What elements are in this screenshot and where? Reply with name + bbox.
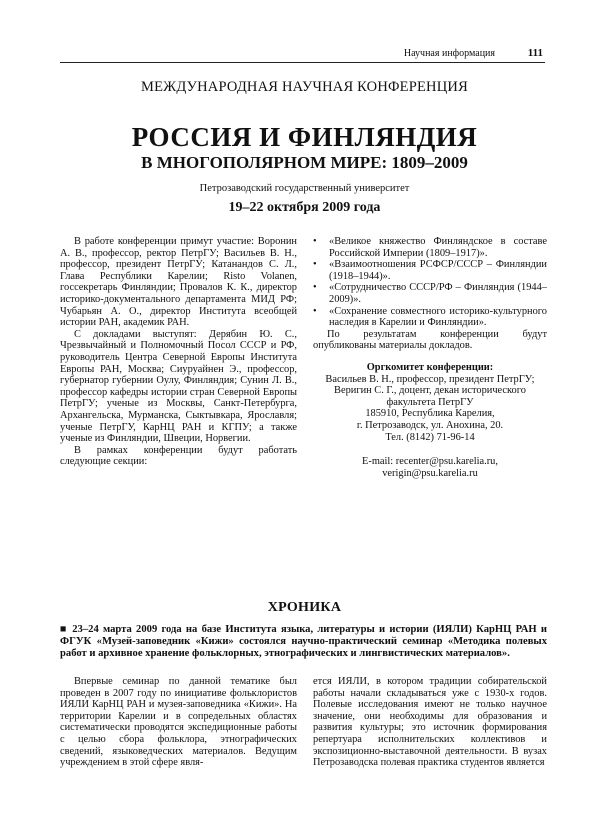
- chronicle-left-text: Впервые семинар по данной тематике был проведен в 2007 году по инициативе фольклористов ИЯЛИ КарНЦ РАН и музея-заповедника «Кижи». На территории Карелии и в сопредельных областях систематически проводятся экспедиционные работы с целью сбора фольклора, этнографических сведений, языковедческих материалов. Ведущим учреждением в этой сфере явля-: [60, 676, 297, 769]
- email-line: E-mail: recenter@psu.karelia.ru,: [362, 456, 498, 468]
- bullet-icon: •: [313, 259, 317, 271]
- page-number: 111: [527, 47, 543, 59]
- organizing-committee: [313, 362, 547, 443]
- university-name: Петрозаводский государственный университет: [199, 183, 410, 194]
- org-heading: Оргкомитет конференции:: [366, 361, 494, 373]
- sections-intro-paragraph: В рамках конференции будут работать следующие секции:: [60, 444, 297, 468]
- speakers-paragraph: С докладами выступят: Дерябин Ю. С., Чрезвычайный и Полномочный Посол СССР и РФ, руководитель Центра Северной Европы Института Европы РАН, Москва; Сиуруайнен Э., профессор, губернатор губернии Оулу, Финляндия; Сунин Л. В., профессор кафедры истории стран Северной Европы ПетрГУ; ученые из Москвы, Санкт-Петербурга, Архангельска, Мурманска, Сыктывкара, Ярославля; ученые ПетрГУ, КарНЦ РАН и КГПУ; а также ученые из Финляндии, Швеции, Норвегии.: [60, 328, 297, 445]
- chronicle-lead: [60, 624, 547, 659]
- list-item: • «Сотрудничество СССР/РФ – Финляндия (1944–2009)».: [313, 282, 547, 305]
- chronicle-right-text: ется ИЯЛИ, в котором традиции собирательской работы начали складываться уже с 1930-х годов. Полевые исследования имеют не только научное значение, они необходимы для образования и развития культуры; это источник формирования репертуара исполнительских коллективов и экспозиционно-выставочной деятельности. В вузах Петрозаводска полевая практика студентов является: [313, 676, 547, 769]
- results-paragraph: По результатам конференции будут опубликованы материалы докладов.: [313, 328, 547, 352]
- conference-kicker: МЕЖДУНАРОДНАЯ НАУЧНАЯ КОНФЕРЕНЦИЯ: [141, 79, 468, 95]
- org-phone: Тел. (8142) 71-96-14: [385, 431, 475, 443]
- bullet-icon: •: [313, 236, 317, 247]
- sections-list: [313, 236, 547, 329]
- right-column: [313, 236, 547, 479]
- chronicle-left-column: [60, 676, 297, 769]
- org-line: факультета ПетрГУ: [386, 396, 474, 408]
- bullet-icon: •: [313, 305, 317, 317]
- org-line: Веригин С. Г., доцент, декан исторического: [334, 385, 526, 397]
- conference-title: РОССИЯ И ФИНЛЯНДИЯ: [131, 122, 478, 152]
- participants-paragraph: В работе конференции примут участие: Воронин А. В., профессор, ректор ПетрГУ; Васильев В. Н., профессор, президент ПетрГУ; Катанандов С. Л., Глава Республики Карелии; Risto Volanen, госсекретарь Финляндии; Провалов К. К., директор историко-документального департамента МИД РФ; Чубарьян А. О., директор Института всеобщей истории РАН, академик РАН.: [60, 236, 297, 329]
- list-item: • «Сохранение совместного историко-культурного наследия в Карелии и Финляндии».: [313, 305, 547, 329]
- chronicle-lead-text: 23–24 марта 2009 года на базе Института языка, литературы и истории (ИЯЛИ) КарНЦ РАН и ФГУК «Музей-заповедник «Кижи» состоялся научно-практический семинар «Методика полевых работ и архивное хранение фольклорных, этнографических и лингвистических материалов».: [60, 624, 547, 659]
- left-column: [60, 236, 297, 468]
- header-section-title: Научная информация: [403, 48, 495, 59]
- org-line: г. Петрозаводск, ул. Анохина, 20.: [356, 419, 504, 431]
- list-item: • «Взаимоотношения РСФСР/СССР – Финляндии (1918–1944)».: [313, 259, 547, 282]
- chronicle-heading: ХРОНИКА: [267, 600, 342, 615]
- conference-subtitle: В МНОГОПОЛЯРНОМ МИРЕ: 1809–2009: [141, 153, 468, 172]
- contact-email: [313, 456, 547, 479]
- conference-dates: 19–22 октября 2009 года: [228, 200, 381, 215]
- org-line: Васильев В. Н., профессор, президент ПетрГУ;: [325, 373, 535, 385]
- square-bullet-icon: ■: [60, 624, 68, 635]
- org-line: 185910, Республика Карелия,: [365, 408, 495, 420]
- chronicle-right-column: [313, 676, 547, 769]
- list-item: • «Великое княжество Финляндское в составе Российской Империи (1809–1917)».: [313, 236, 547, 259]
- running-header: [60, 46, 545, 62]
- email-line: verigin@psu.karelia.ru: [382, 467, 478, 479]
- bullet-icon: •: [313, 282, 317, 294]
- header-rule: [60, 62, 545, 63]
